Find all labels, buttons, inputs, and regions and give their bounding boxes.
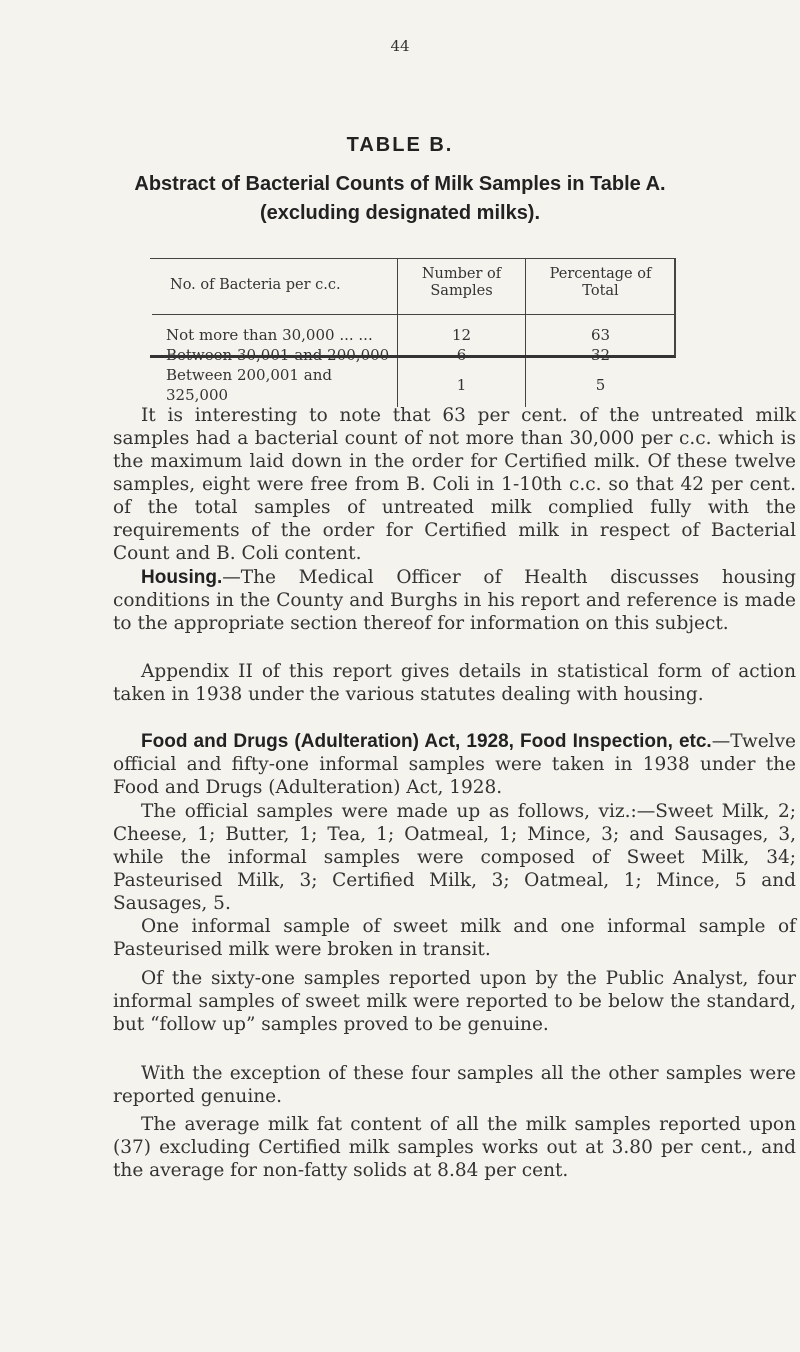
bacterial-count-table — [152, 258, 675, 407]
page-number: 44 — [390, 37, 410, 55]
header-number-of-samples: Number of Samples — [398, 258, 526, 315]
table-subtitle-line-1: Abstract of Bacterial Counts of Milk Samples in Table A. — [134, 173, 666, 195]
paragraph-broken-in-transit: One informal sample of sweet milk and one informal sample of Pasteurised milk were broken in transit. — [113, 916, 796, 960]
paragraph-public-analyst: Of the sixty-one samples reported upon by the Public Analyst, four informal samples of sweet milk were reported to be below the standard, but “follow up” samples proved to be genuine. — [113, 968, 796, 1035]
section-heading-food-and-drugs: Food and Drugs (Adulteration) Act, 1928, Food Inspection, etc. — [141, 731, 712, 752]
paragraph-bacterial-summary: It is interesting to note that 63 per cent. of the untreated milk samples had a bacterial count of not more than 30,000 per c.c. which is the maximum laid down in the order for Certified milk. Of these twelve samples, eight were free from B. Coli in 1-10th c.c. so that 42 per cent. of the total samples of untreated milk complied fully with the requirements of the order for Certified milk in respect of Bacterial Count and B. Coli content. — [113, 405, 796, 564]
row-range-cell: Between 200,001 and 325,000 — [166, 366, 332, 404]
row-range-cell: Between 30,001 and 200,000 — [166, 346, 390, 364]
paragraph-exception: With the exception of these four samples all the other samples were reported genuine. — [113, 1063, 796, 1107]
table-heading: TABLE B. — [346, 134, 454, 156]
row-samples-cell: 6 — [398, 345, 526, 365]
table-row — [152, 345, 675, 365]
section-heading-housing: Housing. — [141, 567, 223, 588]
row-percentage-cell: 32 — [526, 345, 676, 365]
paragraph-milk-fat-average: The average milk fat content of all the milk samples reported upon (37) excluding Certified milk samples works out at 3.80 per cent., and the average for non-fatty solids at 8.84 per cent. — [113, 1114, 796, 1181]
paragraph-appendix: Appendix II of this report gives details in statistical form of action taken in 1938 under the various statutes dealing with housing. — [113, 661, 796, 705]
row-samples-cell: 12 — [398, 315, 526, 346]
table-subtitle — [0, 170, 800, 228]
header-bacteria-per-cc: No. of Bacteria per c.c. — [170, 277, 341, 293]
table-row — [152, 315, 675, 346]
header-percentage-of-total: Percentage of Total — [526, 258, 676, 315]
table-subtitle-line-2: (excluding designated milks). — [259, 202, 541, 224]
table-header-row — [152, 258, 675, 315]
table-row — [152, 365, 675, 407]
paragraph-official-samples: The official samples were made up as follows, viz.:—Sweet Milk, 2; Cheese, 1; Butter, 1; Tea, 1; Oatmeal, 1; Mince, 3; and Sausages, 3, while the informal samples were composed of Sweet Milk, 34; Pasteurised Milk, 3; Certified Milk, 3; Oatmeal, 1; Mince, 5 and Sausages, 5. — [113, 801, 796, 914]
paragraph-food-and-drugs — [113, 730, 796, 799]
paragraph-housing — [113, 566, 796, 635]
row-samples-cell: 1 — [398, 365, 526, 407]
food-and-drugs-text: —Twelve official and fifty-one informal samples were taken in 1938 under the Food and Drugs (Adulteration) Act, 1928. — [113, 731, 796, 798]
row-percentage-cell: 63 — [526, 315, 676, 346]
row-range-cell: Not more than 30,000 ... ... — [166, 326, 373, 344]
housing-text: —The Medical Officer of Health discusses housing conditions in the County and Burghs in his report and reference is made to the appropriate section thereof for information on this subject. — [113, 567, 796, 634]
row-percentage-cell: 5 — [526, 365, 676, 407]
